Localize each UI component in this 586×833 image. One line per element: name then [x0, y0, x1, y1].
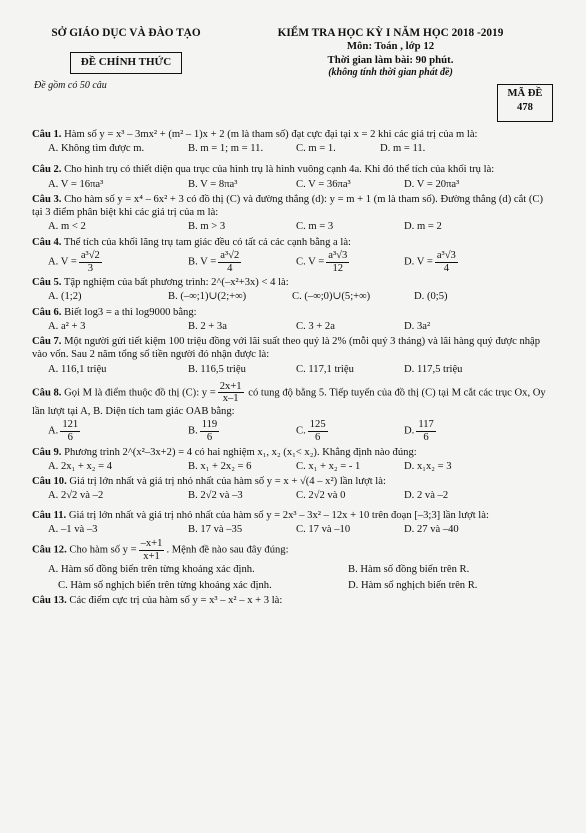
option-c: C. 2√2 và 0	[296, 490, 346, 502]
option-b: B. x₁ + 2x₂ = 6	[188, 460, 252, 472]
option-a: A. (1;2)	[48, 291, 82, 303]
option-a: A. Không tìm được m.	[48, 143, 145, 155]
question-11-options	[32, 523, 556, 536]
option-b: B. 2√2 và –3	[188, 490, 243, 502]
option-d: D. $\frac{117}{6}$	[404, 419, 434, 443]
option-b: B. 116,5 triệu	[188, 363, 246, 375]
option-d: D. m = 11.	[380, 143, 426, 155]
header-left	[36, 26, 216, 92]
question-5: Câu 5. Tập nghiệm của bất phương trình: 2^(–x²+3x) < 4 là:	[32, 277, 289, 289]
question-count: Đề gồm có 50 câu	[34, 79, 107, 91]
option-c: C. 3 + 2a	[296, 320, 335, 332]
option-c: C. V = $\frac{\text{a³√3}}{12}$	[296, 249, 348, 274]
option-c: C. 117,1 triệu	[296, 363, 354, 375]
option-c: C. m = 1.	[296, 143, 336, 155]
option-a: A. –1 và –3	[48, 523, 98, 535]
question-4-options	[32, 250, 556, 274]
option-c: C. x₁ + x₂ = - 1	[296, 460, 361, 472]
option-d: D. 2 và –2	[404, 490, 449, 502]
question-1-options	[32, 142, 556, 155]
exam-title: KIỂM TRA HỌC KỲ I NĂM HỌC 2018 -2019	[277, 27, 504, 39]
question-1: Câu 1. Hàm số y = x³ – 3mx² + (m² – 1)x + 2 (m là tham số) đạt cực đại tại x = 2 khi các giá trị của m là:	[32, 129, 478, 140]
question-9-options	[32, 460, 556, 473]
question-11: Câu 11. Giá trị lớn nhất và giá trị nhỏ nhất của hàm số y = 2x³ – 3x² – 12x + 10 trên đoạn [–3;3] lần lượt là:	[32, 509, 489, 521]
question-10: Câu 10. Giá trị lớn nhất và giá trị nhỏ nhất của hàm số y = x + √(4 – x²) lần lượt là:	[32, 476, 386, 488]
option-c: C. V = 36πa³	[296, 178, 351, 190]
official-label: ĐỀ CHÍNH THỨC	[70, 52, 182, 74]
question-9: Câu 9. Phương trình 2^(x²–3x+2) = 4 có hai nghiệm x₁, x₂ (x₁< x₂). Khẳng định nào đúng:	[32, 446, 417, 458]
option-c: C. Hàm số nghịch biến trên từng khoảng xác định.	[58, 579, 272, 591]
option-d: D. V = $\frac{\text{a³√3}}{4}$	[404, 249, 456, 274]
option-b: B. 17 và –35	[188, 523, 243, 535]
exam-code-box	[497, 84, 553, 122]
question-5-options	[32, 290, 556, 303]
question-12-options-ab	[32, 563, 556, 576]
exam-code-value: 478	[517, 102, 533, 114]
option-a: A. Hàm số đồng biến trên từng khoảng xác định.	[48, 564, 255, 576]
exam-duration: Thời gian làm bài: 90 phút.	[327, 53, 454, 66]
option-c: C. $\frac{125}{6}$	[296, 419, 326, 443]
option-d: D. 117,5 triệu	[404, 363, 463, 375]
option-a: A. a² + 3	[48, 320, 86, 332]
exam-code-label: MÃ ĐỀ	[507, 88, 543, 99]
question-7: Câu 7. Một người gửi tiết kiệm 100 triệu đồng với lãi suất theo quý là 2% (mỗi quý 3 tháng) và lãi hàng quý được nhập vào vốn. Sau 2 năm tổng số tiền người đó nhận được là:	[32, 336, 541, 361]
option-d: D. V = 20πa³	[404, 178, 460, 190]
question-list	[32, 128, 556, 607]
question-13: Câu 13. Các điểm cực trị của hàm số y = x³ – x² – x + 3 là:	[32, 594, 283, 606]
option-a: A. V = 16πa³	[48, 178, 104, 190]
question-2-options	[32, 178, 556, 191]
option-b: B. 2 + 3a	[188, 320, 227, 332]
question-8: Câu 8. Gọi M là điểm thuộc đồ thị (C): y = $\frac{2x+1}{x-1}$ có tung độ bằng 5. Tiếp tuyến của đồ thị (C) tại M cắt các trục Ox, Oy lần lượt tại A, B. Diện tích tam giác OAB bằng:	[32, 380, 546, 418]
option-a: A. 2x₁ + x₂ = 4	[48, 460, 113, 472]
question-8-options	[32, 419, 556, 443]
option-b: B. Hàm số đồng biến trên R.	[348, 564, 470, 576]
option-c: C. m = 3	[296, 221, 334, 233]
question-4: Câu 4. Thể tích của khối lăng trụ tam giác đều có tất cả các cạnh bằng a là:	[32, 236, 351, 248]
option-a: A. 2√2 và –2	[48, 490, 104, 502]
function-fraction: $\frac{2x+1}{x-1}$	[219, 380, 242, 405]
department-name: SỞ GIÁO DỤC VÀ ĐÀO TẠO	[51, 27, 201, 39]
option-b: B. (–∞;1)∪(2;+∞)	[168, 291, 247, 303]
option-c: C. (–∞;0)∪(5;+∞)	[292, 291, 371, 303]
question-12-options-cd	[32, 579, 556, 592]
question-7-options	[32, 363, 556, 376]
question-2: Câu 2. Cho hình trụ có thiết diện qua trục của hình trụ là hình vuông cạnh 4a. Khi đó thể tích của khối trụ là:	[32, 164, 495, 176]
option-d: D. 3a²	[404, 320, 431, 332]
question-3: Câu 3. Cho hàm số y = x⁴ – 6x² + 3 có đồ thị (C) và đường thẳng (d): y = m + 1 (m là tham số). Đường thẳng (d) cắt (C) tại 3 điểm phân biệt khi các giá trị của m là:	[32, 193, 543, 219]
option-b: B. m > 3	[188, 221, 226, 233]
option-b: B. V = 8πa³	[188, 178, 238, 190]
question-3-options	[32, 220, 556, 233]
option-d: D. x₁x₂ = 3	[404, 460, 452, 472]
option-b: B. $\frac{119}{6}$	[188, 419, 218, 443]
question-6: Câu 6. Biết log3 = a thì log9000 bằng:	[32, 306, 197, 318]
question-10-options	[32, 489, 556, 502]
option-a: A. m < 2	[48, 221, 86, 233]
function-fraction: $\frac{-x+1}{x+1}$	[140, 538, 163, 562]
option-d: D. 27 và –40	[404, 523, 459, 535]
option-a: A. $\frac{121}{6}$	[48, 419, 79, 443]
option-b: B. m = 1; m = 11.	[188, 143, 264, 155]
question-6-options	[32, 320, 556, 333]
option-d: D. Hàm số nghịch biến trên R.	[348, 579, 478, 591]
option-a: A. V = $\frac{\text{a³√2}}{3}$	[48, 249, 100, 274]
exam-duration-note: (không tính thời gian phát đề)	[328, 67, 453, 79]
option-c: C. 17 và –10	[296, 523, 351, 535]
option-b: B. V = $\frac{\text{a³√2}}{4}$	[188, 249, 240, 274]
exam-subject: Môn: Toán , lớp 12	[346, 40, 435, 53]
option-d: D. (0;5)	[414, 291, 448, 303]
header-right	[238, 26, 543, 80]
question-12: Câu 12. Cho hàm số y = $\frac{-x+1}{x+1}$ . Mệnh đề nào sau đây đúng:	[32, 538, 289, 562]
option-d: D. m = 2	[404, 221, 442, 233]
option-a: A. 116,1 triệu	[48, 363, 107, 375]
